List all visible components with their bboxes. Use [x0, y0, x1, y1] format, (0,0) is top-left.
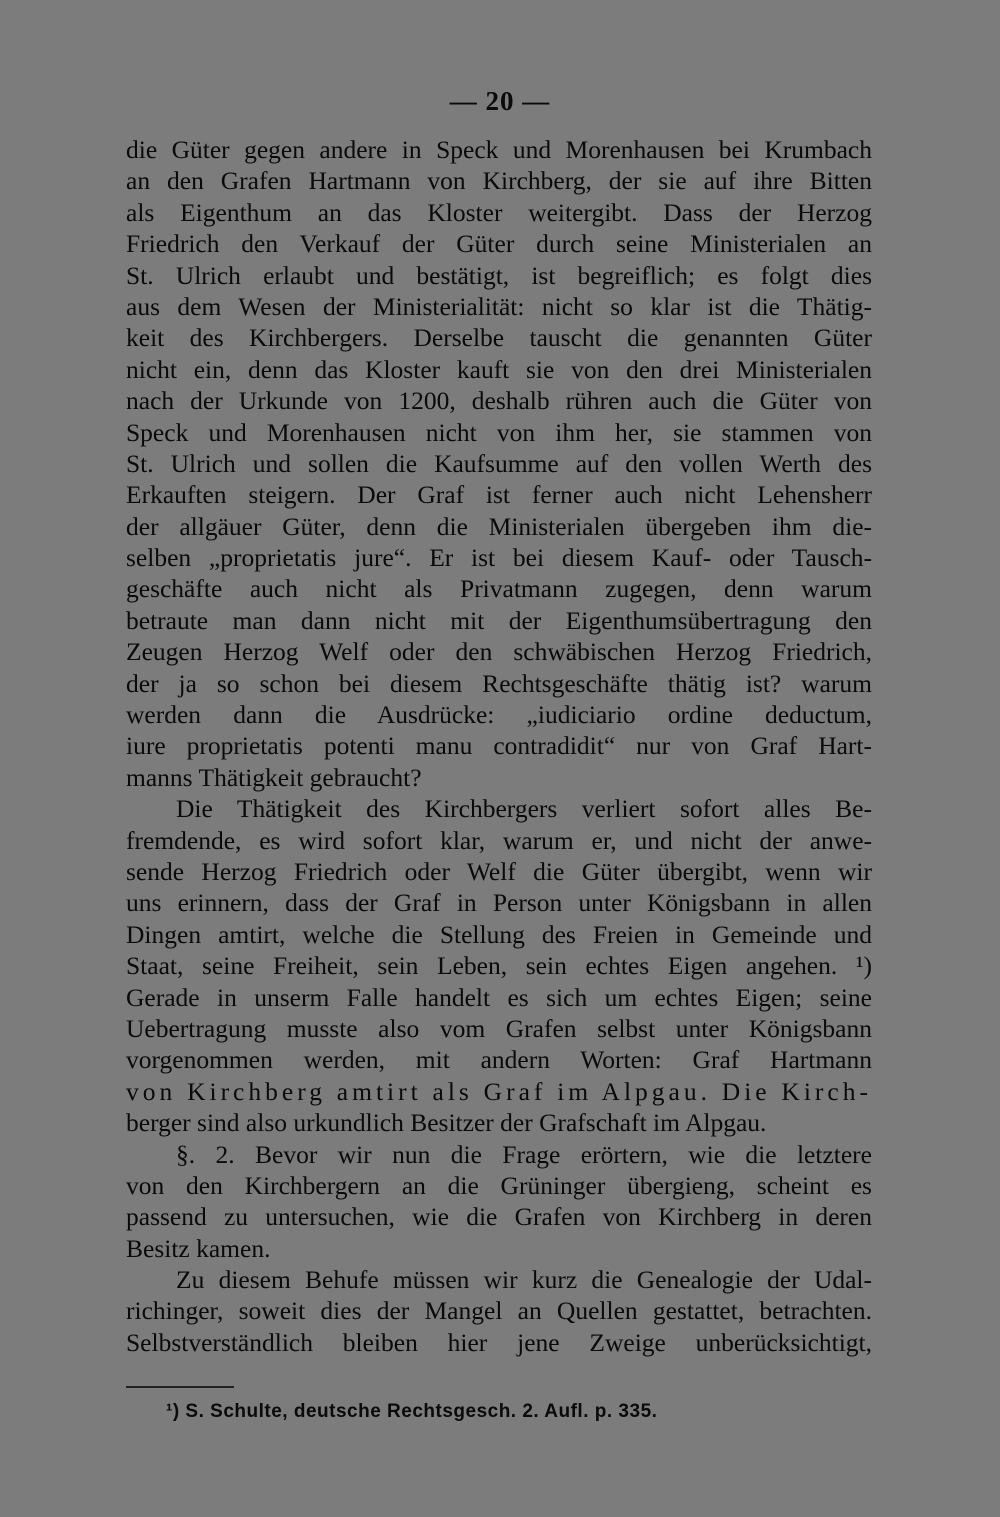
text-line: selben „proprietatis jure“. Er ist bei diesem Kauf- oder Tausch- [126, 543, 872, 573]
text-line: Zu diesem Behufe müssen wir kurz die Genealogie der Udal- [176, 1265, 872, 1295]
text-line: uns erinnern, dass der Graf in Person unter Königsbann in allen [126, 888, 872, 918]
text-line: Speck und Morenhausen nicht von ihm her, sie stammen von [126, 417, 872, 447]
text-line: richinger, soweit dies der Mangel an Quellen gestattet, betrachten. [126, 1296, 872, 1326]
text-line: §. 2. Bevor wir nun die Frage erörtern, wie die letztere [176, 1139, 872, 1169]
text-line: werden dann die Ausdrücke: „iudiciario ordine deductum, [126, 700, 872, 730]
text-line: Staat, seine Freiheit, sein Leben, sein echtes Eigen angehen. ¹) [126, 951, 872, 981]
footnote: ¹) S. Schulte, deutsche Rechtsgesch. 2. Aufl. p. 335. [166, 1401, 658, 1422]
text-line: Dingen amtirt, welche die Stellung des Freien in Gemeinde und [126, 919, 872, 949]
text-line: nicht ein, denn das Kloster kauft sie von den drei Ministerialen [126, 354, 872, 384]
text-line: der allgäuer Güter, denn die Ministerialen übergeben ihm die- [126, 511, 872, 541]
text-line: passend zu untersuchen, wie die Grafen von Kirchberg in deren [126, 1202, 872, 1232]
text-line: geschäfte auch nicht als Privatmann zugegen, denn warum [126, 574, 872, 604]
text-line: Gerade in unserm Falle handelt es sich um echtes Eigen; seine [126, 982, 872, 1012]
text-line: Die Thätigkeit des Kirchbergers verliert sofort alles Be- [176, 794, 872, 824]
text-line: aus dem Wesen der Ministerialität: nicht so klar ist die Thätig- [126, 291, 872, 321]
text-line: als Eigenthum an das Kloster weitergibt. Dass der Herzog [126, 197, 872, 227]
text-line: nach der Urkunde von 1200, deshalb rühren auch die Güter von [126, 386, 872, 416]
text-line: von Kirchberg amtirt als Graf im Alpgau. Die Kirch- [126, 1076, 872, 1106]
page-number: — 20 — [449, 86, 551, 116]
text-line: der ja so schon bei diesem Rechtsgeschäfte thätig ist? warum [126, 668, 872, 698]
text-line: Friedrich den Verkauf der Güter durch seine Ministerialen an [126, 229, 872, 259]
text-line: St. Ulrich und sollen die Kaufsumme auf den vollen Werth des [126, 448, 872, 478]
text-line: von den Kirchbergern an die Grüninger übergieng, scheint es [126, 1170, 872, 1200]
text-line: Erkauften steigern. Der Graf ist ferner auch nicht Lehensherr [126, 480, 872, 510]
text-line: sende Herzog Friedrich oder Welf die Güter übergibt, wenn wir [126, 856, 872, 886]
text-line: Uebertragung musste also vom Grafen selbst unter Königsbann [126, 1013, 872, 1043]
text-line: manns Thätigkeit gebraucht? [126, 762, 422, 792]
text-line: die Güter gegen andere in Speck und Morenhausen bei Krumbach [126, 135, 872, 164]
paragraph [126, 134, 872, 793]
text-line: keit des Kirchbergers. Derselbe tauscht die genannten Güter [126, 323, 872, 353]
paragraph [126, 1264, 872, 1358]
text-line: betraute man dann nicht mit der Eigenthumsübertragung den [126, 605, 872, 635]
paragraph [126, 793, 872, 1138]
text-line: vorgenommen werden, mit andern Worten: Graf Hartmann [126, 1045, 872, 1075]
text-line: Selbstverständlich bleiben hier jene Zweige unberücksichtigt, [126, 1327, 872, 1357]
text-line: Zeugen Herzog Welf oder den schwäbischen Herzog Friedrich, [126, 637, 872, 667]
footnote-divider [126, 1386, 234, 1388]
paragraph [126, 1139, 872, 1265]
text-line: iure proprietatis potenti manu contradidit“ nur von Graf Hart- [126, 731, 872, 761]
text-line: St. Ulrich erlaubt und bestätigt, ist begreiflich; es folgt dies [126, 260, 872, 290]
body-text [126, 134, 872, 1358]
text-line: berger sind also urkundlich Besitzer der Grafschaft im Alpgau. [126, 1108, 767, 1138]
text-line: an den Grafen Hartmann von Kirchberg, der sie auf ihre Bitten [126, 166, 872, 196]
text-line: Besitz kamen. [126, 1233, 271, 1263]
text-line: fremdende, es wird sofort klar, warum er, und nicht der anwe- [126, 825, 872, 855]
